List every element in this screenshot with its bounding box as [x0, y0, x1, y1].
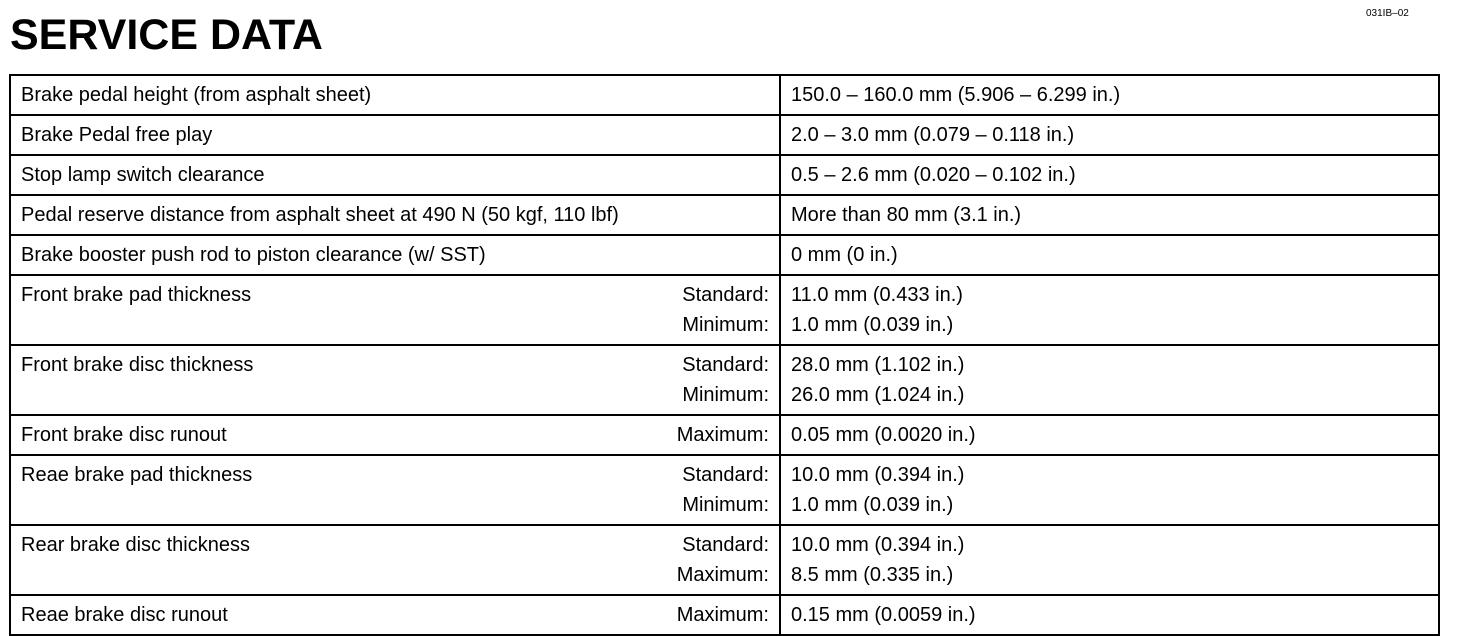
- table-row: [10, 525, 1439, 595]
- value-cell: [780, 75, 1439, 115]
- condition-label: Minimum:: [682, 384, 769, 406]
- value-cell: [780, 155, 1439, 195]
- value-cell: [780, 415, 1439, 455]
- item-cell-content: [21, 350, 769, 410]
- table-row: [10, 455, 1439, 525]
- spec-value: 0 mm (0 in.): [791, 244, 898, 266]
- page-title: SERVICE DATA: [10, 11, 323, 59]
- condition-label: Standard:: [682, 284, 769, 306]
- item-label: Brake Pedal free play: [21, 124, 213, 146]
- spec-value: 10.0 mm (0.394 in.): [791, 534, 965, 556]
- value-cell: [780, 235, 1439, 275]
- item-label: Front brake disc thickness: [21, 354, 254, 376]
- table-row: [10, 155, 1439, 195]
- condition-labels: [677, 600, 769, 630]
- spec-value: 2.0 – 3.0 mm (0.079 – 0.118 in.): [791, 124, 1075, 146]
- item-label: Front brake pad thickness: [21, 284, 252, 306]
- spec-value: 1.0 mm (0.039 in.): [791, 494, 954, 516]
- item-cell: [10, 235, 780, 275]
- item-cell-content: [21, 120, 769, 150]
- spec-value: 1.0 mm (0.039 in.): [791, 314, 954, 336]
- item-cell-content: [21, 600, 769, 630]
- item-cell: [10, 345, 780, 415]
- condition-label: Maximum:: [676, 564, 769, 586]
- condition-labels: [677, 420, 769, 450]
- table-row: [10, 75, 1439, 115]
- condition-labels: [682, 280, 769, 340]
- item-label: Rear brake disc thickness: [21, 534, 250, 556]
- spec-value: 0.05 mm (0.0020 in.): [791, 424, 976, 446]
- condition-labels: [682, 350, 769, 410]
- spec-value: 0.15 mm (0.0059 in.): [791, 604, 976, 626]
- item-label: Front brake disc runout: [21, 424, 227, 446]
- item-cell-content: [21, 530, 769, 590]
- spec-value: 150.0 – 160.0 mm (5.906 – 6.299 in.): [791, 84, 1121, 106]
- item-label: Brake booster push rod to piston clearance (w/ SST): [21, 244, 486, 266]
- item-label: Reae brake disc runout: [21, 604, 228, 626]
- service-data-table-body: [10, 75, 1439, 635]
- item-cell-content: [21, 160, 769, 190]
- item-cell: [10, 455, 780, 525]
- condition-label: Standard:: [682, 464, 769, 486]
- item-cell-content: [21, 240, 769, 270]
- item-cell-content: [21, 200, 769, 230]
- item-label: Brake pedal height (from asphalt sheet): [21, 84, 372, 106]
- item-cell-content: [21, 80, 769, 110]
- document-code: 031IB–02: [1366, 8, 1409, 19]
- value-cell: [780, 345, 1439, 415]
- value-cell: [780, 195, 1439, 235]
- spec-value: 11.0 mm (0.433 in.): [791, 284, 963, 306]
- spec-value: More than 80 mm (3.1 in.): [791, 204, 1022, 226]
- item-cell: [10, 275, 780, 345]
- table-row: [10, 195, 1439, 235]
- spec-value: 10.0 mm (0.394 in.): [791, 464, 965, 486]
- value-cell: [780, 595, 1439, 635]
- condition-label: Standard:: [682, 534, 769, 556]
- condition-label: Standard:: [682, 354, 769, 376]
- item-cell: [10, 195, 780, 235]
- condition-labels: [677, 530, 769, 590]
- item-label: Stop lamp switch clearance: [21, 164, 265, 186]
- table-row: [10, 275, 1439, 345]
- table-row: [10, 415, 1439, 455]
- item-label: Pedal reserve distance from asphalt sheet at 490 N (50 kgf, 110 lbf): [21, 204, 619, 226]
- table-row: [10, 235, 1439, 275]
- value-cell: [780, 275, 1439, 345]
- item-cell: [10, 595, 780, 635]
- value-cell: [780, 525, 1439, 595]
- item-cell: [10, 525, 780, 595]
- value-cell: [780, 455, 1439, 525]
- condition-label: Maximum:: [676, 604, 769, 626]
- item-cell: [10, 75, 780, 115]
- spec-value: 28.0 mm (1.102 in.): [791, 354, 965, 376]
- condition-label: Maximum:: [676, 424, 769, 446]
- condition-label: Minimum:: [682, 494, 769, 516]
- spec-value: 8.5 mm (0.335 in.): [791, 564, 954, 586]
- value-cell: [780, 115, 1439, 155]
- item-cell: [10, 415, 780, 455]
- table-row: [10, 345, 1439, 415]
- item-cell: [10, 155, 780, 195]
- service-data-table: [9, 74, 1440, 636]
- spec-value: 0.5 – 2.6 mm (0.020 – 0.102 in.): [791, 164, 1076, 186]
- table-row: [10, 595, 1439, 635]
- condition-label: Minimum:: [682, 314, 769, 336]
- item-cell: [10, 115, 780, 155]
- item-cell-content: [21, 420, 769, 450]
- condition-labels: [682, 460, 769, 520]
- item-cell-content: [21, 460, 769, 520]
- table-row: [10, 115, 1439, 155]
- spec-value: 26.0 mm (1.024 in.): [791, 384, 965, 406]
- item-label: Reae brake pad thickness: [21, 464, 253, 486]
- item-cell-content: [21, 280, 769, 340]
